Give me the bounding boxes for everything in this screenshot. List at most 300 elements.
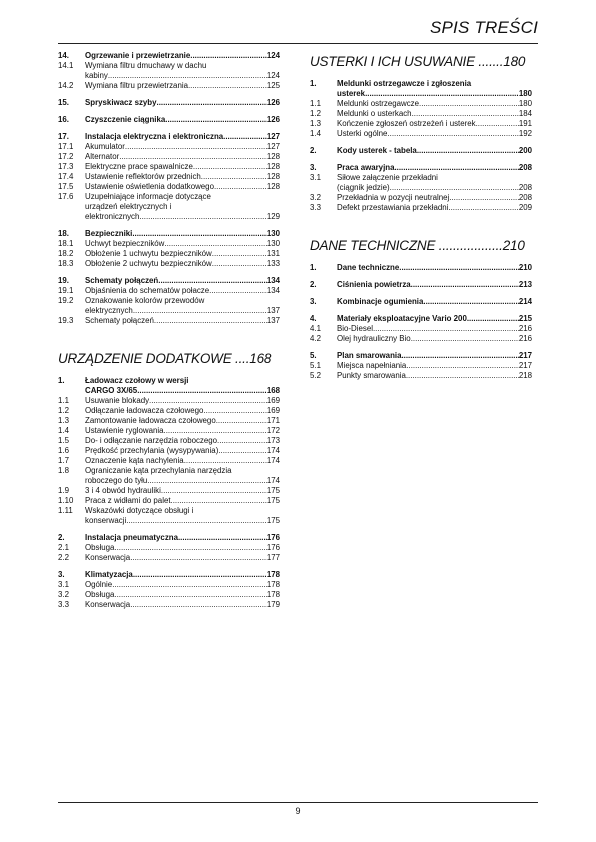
dot-leader bbox=[365, 89, 519, 99]
toc-entry-last-line bbox=[85, 446, 280, 456]
toc-entry-page: 126 bbox=[266, 98, 280, 107]
dot-leader bbox=[184, 456, 267, 466]
toc-entry-page: 180 bbox=[518, 99, 532, 108]
toc-chapter-entry[interactable] bbox=[310, 351, 532, 361]
dot-leader bbox=[188, 81, 267, 91]
toc-entry-text bbox=[85, 249, 280, 259]
toc-entry-title-line: Objaśnienia do schematów połacze bbox=[85, 286, 210, 295]
toc-entry-number: 2. bbox=[310, 280, 317, 289]
toc-subsection-entry[interactable] bbox=[58, 506, 280, 526]
toc-entry-number: 17.4 bbox=[58, 172, 74, 181]
toc-entry-title-line: Oznaczenie kąta nachylenia bbox=[85, 456, 184, 465]
toc-entry-last-line bbox=[85, 115, 280, 125]
toc-entry-page: 174 bbox=[266, 476, 280, 485]
toc-entry-page: 128 bbox=[266, 152, 280, 161]
toc-entry-title-line: Obłożenie 2 uchwytu bezpieczników bbox=[85, 259, 212, 268]
toc-entry-title-line: Instalacja pneumatyczna bbox=[85, 533, 178, 542]
toc-entry-text bbox=[85, 466, 280, 486]
toc-entry-title-line: Ograniczanie kąta przechylania narzędzia bbox=[85, 466, 232, 475]
toc-entry-last-line bbox=[85, 580, 280, 590]
dot-leader bbox=[193, 162, 267, 172]
toc-entry-title-line: Przekładnia w pozycji neutralnej bbox=[337, 193, 450, 202]
toc-subsection-entry[interactable] bbox=[58, 172, 280, 182]
dot-leader bbox=[214, 182, 267, 192]
toc-entry-page: 216 bbox=[518, 324, 532, 333]
toc-entry-title-line: Uchwyt bezpieczników bbox=[85, 239, 165, 248]
toc-entry-number: 17.2 bbox=[58, 152, 74, 161]
toc-subsection-entry[interactable] bbox=[310, 99, 532, 109]
toc-subsection-entry[interactable] bbox=[58, 61, 280, 81]
toc-entry-number: 1.2 bbox=[58, 406, 69, 415]
toc-chapter-entry[interactable] bbox=[58, 229, 280, 239]
dot-leader bbox=[171, 496, 267, 506]
toc-entry-page: 216 bbox=[518, 334, 532, 343]
toc-entry-text bbox=[85, 416, 280, 426]
toc-entry-number: 17.3 bbox=[58, 162, 74, 171]
toc-entry-number: 4. bbox=[310, 314, 317, 323]
toc-subsection-entry[interactable] bbox=[58, 590, 280, 600]
toc-subsection-entry[interactable] bbox=[58, 496, 280, 506]
toc-subsection-entry[interactable] bbox=[58, 192, 280, 222]
dot-leader bbox=[157, 98, 267, 108]
toc-entry-title-line: Konserwacja bbox=[85, 553, 131, 562]
toc-entry-number: 18. bbox=[58, 229, 69, 238]
toc-entry-last-line bbox=[85, 239, 280, 249]
toc-subsection-entry[interactable] bbox=[310, 129, 532, 139]
toc-entry-text bbox=[337, 163, 532, 173]
toc-subsection-entry[interactable] bbox=[310, 334, 532, 344]
toc-entry-title-line: elektrycznych bbox=[85, 306, 133, 315]
dot-leader bbox=[373, 324, 519, 334]
toc-chapter-entry[interactable] bbox=[310, 79, 532, 99]
toc-entry-number: 18.3 bbox=[58, 259, 74, 268]
toc-entry-title-line: Meldunki ostrzegawcze i zgłoszenia bbox=[337, 79, 472, 88]
dot-leader bbox=[165, 115, 267, 125]
toc-entry-last-line bbox=[337, 89, 532, 99]
dot-leader bbox=[401, 351, 518, 361]
toc-entry-text bbox=[85, 152, 280, 162]
toc-entry-last-line bbox=[337, 297, 532, 307]
toc-entry-number: 1.4 bbox=[310, 129, 321, 138]
dot-leader bbox=[399, 263, 519, 273]
toc-entry-page: 191 bbox=[518, 119, 532, 128]
toc-entry-text bbox=[337, 263, 532, 273]
toc-chapter-entry[interactable] bbox=[310, 314, 532, 324]
toc-entry-page: 173 bbox=[266, 436, 280, 445]
toc-entry-number: 1. bbox=[310, 79, 317, 88]
toc-subsection-entry[interactable] bbox=[58, 259, 280, 269]
toc-entry-page: 184 bbox=[518, 109, 532, 118]
toc-entry-last-line bbox=[85, 533, 280, 543]
toc-entry-text bbox=[85, 496, 280, 506]
toc-entry-number: 3.1 bbox=[310, 173, 321, 182]
toc-entry-text bbox=[85, 51, 280, 61]
toc-chapter-entry[interactable] bbox=[58, 570, 280, 580]
toc-entry-title-line: Schematy połączeń bbox=[85, 316, 154, 325]
toc-entry-page: 169 bbox=[266, 396, 280, 405]
dot-leader bbox=[218, 446, 267, 456]
toc-entry-page: 217 bbox=[518, 351, 532, 360]
toc-entry-text bbox=[337, 351, 532, 361]
toc-entry-number: 1.2 bbox=[310, 109, 321, 118]
toc-chapter-entry[interactable] bbox=[58, 276, 280, 286]
toc-entry-last-line bbox=[85, 406, 280, 416]
dot-leader bbox=[411, 334, 519, 344]
toc-entry-last-line bbox=[85, 172, 280, 182]
toc-entry-number: 14.2 bbox=[58, 81, 74, 90]
dot-leader bbox=[114, 543, 266, 553]
dot-leader bbox=[130, 553, 267, 563]
toc-entry-title-line: Do- i odłączanie narzędzia roboczego bbox=[85, 436, 218, 445]
toc-subsection-entry[interactable] bbox=[310, 203, 532, 213]
dot-leader bbox=[164, 239, 266, 249]
toc-entry-last-line bbox=[85, 229, 280, 239]
toc-entry-title-line: Defekt przestawiania przekładni bbox=[337, 203, 449, 212]
toc-entry-last-line bbox=[85, 182, 280, 192]
toc-entry-number: 19.2 bbox=[58, 296, 74, 305]
toc-entry-last-line bbox=[85, 132, 280, 142]
toc-entry-last-line bbox=[85, 212, 280, 222]
toc-entry-number: 2.2 bbox=[58, 553, 69, 562]
toc-entry-number: 5. bbox=[310, 351, 317, 360]
dot-leader bbox=[394, 163, 518, 173]
toc-entry-page: 175 bbox=[266, 486, 280, 495]
toc-entry-number: 14. bbox=[58, 51, 69, 60]
toc-entry-title-line: Wymiana filtru dmuchawy w dachu bbox=[85, 61, 207, 70]
dot-leader bbox=[217, 436, 267, 446]
toc-chapter-entry[interactable] bbox=[58, 51, 280, 61]
toc-entry-number: 17.5 bbox=[58, 182, 74, 191]
toc-entry-number: 3.3 bbox=[58, 600, 69, 609]
toc-entry-title-line: Kombinacje ogumienia bbox=[337, 297, 424, 306]
toc-subsection-entry[interactable] bbox=[58, 416, 280, 426]
toc-entry-number: 17.6 bbox=[58, 192, 74, 201]
toc-entry-number: 1.3 bbox=[58, 416, 69, 425]
toc-subsection-entry[interactable] bbox=[58, 553, 280, 563]
toc-subsection-entry[interactable] bbox=[310, 119, 532, 129]
dot-leader bbox=[161, 486, 267, 496]
toc-entry-number: 3. bbox=[310, 163, 317, 172]
toc-subsection-entry[interactable] bbox=[310, 193, 532, 203]
toc-entry-title-line: Alternator bbox=[85, 152, 120, 161]
toc-entry-page: 200 bbox=[518, 146, 532, 155]
toc-entry-page: 125 bbox=[266, 81, 280, 90]
toc-entry-number: 5.2 bbox=[310, 371, 321, 380]
toc-entry-last-line bbox=[85, 543, 280, 553]
toc-entry-title-line: Miejsca napełniania bbox=[337, 361, 407, 370]
toc-subsection-entry[interactable] bbox=[58, 486, 280, 496]
toc-entry-number: 19.1 bbox=[58, 286, 74, 295]
toc-entry-title-line: Wskazówki dotyczące obsługi i bbox=[85, 506, 194, 515]
toc-chapter-entry[interactable] bbox=[310, 146, 532, 156]
toc-subsection-entry[interactable] bbox=[310, 361, 532, 371]
toc-entry-text bbox=[337, 146, 532, 156]
toc-entry-page: 127 bbox=[266, 142, 280, 151]
toc-entry-text bbox=[85, 600, 280, 610]
page-title: SPIS TREŚCI bbox=[429, 18, 538, 37]
toc-entry-title-line: Wymiana filtru przewietrzania bbox=[85, 81, 188, 90]
toc-entry-number: 15. bbox=[58, 98, 69, 107]
toc-entry-last-line bbox=[85, 426, 280, 436]
toc-entry-page: 180 bbox=[518, 89, 532, 98]
toc-entry-title-line: Elektryczne prace spawalnicze bbox=[85, 162, 193, 171]
toc-entry-number: 1.6 bbox=[58, 446, 69, 455]
toc-entry-number: 1.4 bbox=[58, 426, 69, 435]
toc-entry-last-line bbox=[85, 316, 280, 326]
toc-entry-title-line: Kończenie zgłoszeń ostrzeżeń i usterek bbox=[337, 119, 476, 128]
toc-entry-text bbox=[85, 115, 280, 125]
toc-subsection-entry[interactable] bbox=[58, 182, 280, 192]
toc-entry-page: 175 bbox=[266, 516, 280, 525]
dot-leader bbox=[390, 183, 519, 193]
toc-subsection-entry[interactable] bbox=[58, 580, 280, 590]
toc-entry-page: 137 bbox=[266, 316, 280, 325]
toc-subsection-entry[interactable] bbox=[58, 436, 280, 446]
toc-subsection-entry[interactable] bbox=[58, 456, 280, 466]
footer-rule bbox=[58, 802, 538, 803]
toc-entry-title-line: Meldunki ostrzegawcze bbox=[337, 99, 420, 108]
toc-entry-last-line bbox=[337, 183, 532, 193]
toc-entry-number: 4.2 bbox=[310, 334, 321, 343]
toc-subsection-entry[interactable] bbox=[58, 81, 280, 91]
toc-entry-page: 176 bbox=[266, 543, 280, 552]
header-rule bbox=[58, 43, 538, 44]
dot-leader bbox=[411, 280, 519, 290]
toc-entry-title-line: Bio-Diesel bbox=[337, 324, 373, 333]
toc-entry-page: 127 bbox=[266, 132, 280, 141]
toc-entry-text bbox=[337, 129, 532, 139]
toc-entry-text bbox=[85, 286, 280, 296]
dot-leader bbox=[190, 51, 267, 61]
toc-entry-title-line: Ustawienie ryglowania bbox=[85, 426, 164, 435]
toc-entry-title-line: Prędkość przechylania (wysypywania) bbox=[85, 446, 219, 455]
toc-entry-text bbox=[85, 239, 280, 249]
toc-entry-last-line bbox=[337, 109, 532, 119]
toc-entry-last-line bbox=[85, 152, 280, 162]
dot-leader bbox=[119, 152, 267, 162]
toc-entry-page: 178 bbox=[266, 580, 280, 589]
toc-subsection-entry[interactable] bbox=[58, 316, 280, 326]
toc-entry-page: 137 bbox=[266, 306, 280, 315]
toc-left-column bbox=[58, 51, 280, 610]
toc-subsection-entry[interactable] bbox=[58, 249, 280, 259]
toc-entry-number: 2. bbox=[58, 533, 65, 542]
toc-entry-number: 1.9 bbox=[58, 486, 69, 495]
toc-entry-last-line bbox=[85, 142, 280, 152]
toc-subsection-entry[interactable] bbox=[310, 371, 532, 381]
toc-entry-text bbox=[85, 580, 280, 590]
toc-entry-last-line bbox=[85, 436, 280, 446]
toc-entry-page: 214 bbox=[518, 297, 532, 306]
toc-entry-text bbox=[85, 61, 280, 81]
toc-subsection-entry[interactable] bbox=[58, 600, 280, 610]
toc-entry-page: 175 bbox=[266, 496, 280, 505]
toc-entry-text bbox=[85, 296, 280, 316]
toc-entry-text bbox=[337, 297, 532, 307]
dot-leader bbox=[223, 132, 267, 142]
dot-leader bbox=[448, 203, 518, 213]
toc-entry-title-line: Ustawienie oświetlenia dodatkowego bbox=[85, 182, 214, 191]
toc-entry-last-line bbox=[337, 314, 532, 324]
toc-entry-title-line: Siłowe załączenie przekładni bbox=[337, 173, 438, 182]
dot-leader bbox=[164, 426, 267, 436]
toc-entry-last-line bbox=[337, 129, 532, 139]
dot-leader bbox=[216, 416, 267, 426]
dot-leader bbox=[132, 229, 266, 239]
toc-entry-number: 14.1 bbox=[58, 61, 74, 70]
toc-entry-page: 172 bbox=[266, 426, 280, 435]
toc-entry-title-line: Dane techniczne bbox=[337, 263, 400, 272]
toc-entry-number: 1.10 bbox=[58, 496, 74, 505]
toc-entry-last-line bbox=[85, 306, 280, 316]
toc-entry-page: 215 bbox=[518, 314, 532, 323]
toc-entry-text bbox=[85, 446, 280, 456]
toc-entry-last-line bbox=[337, 371, 532, 381]
toc-entry-number: 19.3 bbox=[58, 316, 74, 325]
toc-chapter-entry[interactable] bbox=[58, 376, 280, 396]
toc-entry-text bbox=[85, 376, 280, 396]
toc-entry-number: 1. bbox=[310, 263, 317, 272]
toc-entry-text bbox=[337, 371, 532, 381]
toc-chapter-entry[interactable] bbox=[58, 533, 280, 543]
toc-entry-number: 18.1 bbox=[58, 239, 74, 248]
toc-subsection-entry[interactable] bbox=[58, 142, 280, 152]
toc-entry-number: 1.5 bbox=[58, 436, 69, 445]
toc-subsection-entry[interactable] bbox=[58, 296, 280, 316]
toc-entry-text bbox=[337, 79, 532, 99]
toc-subsection-entry[interactable] bbox=[310, 324, 532, 334]
toc-entry-number: 3.3 bbox=[310, 203, 321, 212]
toc-entry-page: 124 bbox=[266, 71, 280, 80]
toc-entry-text bbox=[85, 436, 280, 446]
toc-subsection-entry[interactable] bbox=[58, 239, 280, 249]
toc-entry-text bbox=[337, 99, 532, 109]
toc-entry-number: 3.2 bbox=[310, 193, 321, 202]
toc-entry-title-line: Ogólnie bbox=[85, 580, 113, 589]
toc-entry-text bbox=[337, 119, 532, 129]
toc-entry-text bbox=[85, 276, 280, 286]
dot-leader bbox=[149, 396, 267, 406]
toc-entry-text bbox=[337, 173, 532, 193]
toc-chapter-entry[interactable] bbox=[58, 132, 280, 142]
toc-entry-text bbox=[85, 98, 280, 108]
toc-subsection-entry[interactable] bbox=[58, 466, 280, 486]
toc-chapter-entry[interactable] bbox=[310, 163, 532, 173]
toc-entry-page: 176 bbox=[266, 533, 280, 542]
dot-leader bbox=[112, 580, 267, 590]
dot-leader bbox=[419, 99, 519, 109]
toc-subsection-entry[interactable] bbox=[58, 543, 280, 553]
toc-chapter-entry[interactable] bbox=[310, 263, 532, 273]
toc-entry-page: 208 bbox=[518, 193, 532, 202]
toc-entry-last-line bbox=[85, 249, 280, 259]
toc-entry-last-line bbox=[337, 163, 532, 173]
dot-leader bbox=[158, 276, 267, 286]
toc-entry-number: 3. bbox=[58, 570, 65, 579]
toc-entry-last-line bbox=[337, 324, 532, 334]
toc-entry-last-line bbox=[337, 193, 532, 203]
toc-entry-last-line bbox=[85, 476, 280, 486]
toc-entry-text bbox=[85, 229, 280, 239]
dot-leader bbox=[130, 600, 267, 610]
page-number: 9 bbox=[295, 806, 301, 816]
toc-entry-page: 171 bbox=[266, 416, 280, 425]
toc-entry-text bbox=[85, 132, 280, 142]
toc-entry-text bbox=[85, 396, 280, 406]
toc-entry-number: 18.2 bbox=[58, 249, 74, 258]
section-heading: URZĄDZENIE DODATKOWE ....168 bbox=[58, 351, 272, 366]
toc-entry-page: 168 bbox=[266, 386, 280, 395]
toc-chapter-entry[interactable] bbox=[310, 280, 532, 290]
toc-entry-last-line bbox=[337, 361, 532, 371]
toc-entry-page: 217 bbox=[518, 361, 532, 370]
toc-entry-last-line bbox=[85, 98, 280, 108]
toc-entry-title-line: Czyszczenie ciągnika bbox=[85, 115, 166, 124]
toc-subsection-entry[interactable] bbox=[58, 446, 280, 456]
toc-entry-last-line bbox=[85, 416, 280, 426]
toc-entry-title-line: Meldunki o usterkach bbox=[337, 109, 412, 118]
toc-subsection-entry[interactable] bbox=[58, 396, 280, 406]
toc-entry-title-line: Praca awaryjna bbox=[337, 163, 395, 172]
dot-leader bbox=[139, 212, 266, 222]
dot-leader bbox=[423, 297, 518, 307]
toc-entry-page: 129 bbox=[266, 212, 280, 221]
toc-entry-page: 218 bbox=[518, 371, 532, 380]
toc-entry-title-line: Instalacja elektryczna i elektroniczna bbox=[85, 132, 224, 141]
dot-leader bbox=[212, 259, 267, 269]
toc-entry-text bbox=[337, 334, 532, 344]
toc-chapter-entry[interactable] bbox=[58, 98, 280, 108]
toc-entry-title-line: Obłożenie 1 uchwytu bezpieczników bbox=[85, 249, 212, 258]
toc-entry-last-line bbox=[85, 600, 280, 610]
dot-leader bbox=[126, 516, 267, 526]
toc-entry-page: 126 bbox=[266, 115, 280, 124]
toc-entry-title-line: Akumulator bbox=[85, 142, 125, 151]
toc-entry-title-line: Oznakowanie kolorów przewodów bbox=[85, 296, 205, 305]
toc-entry-text bbox=[85, 162, 280, 172]
toc-subsection-entry[interactable] bbox=[58, 426, 280, 436]
toc-entry-title-line: Praca z widłami do palet bbox=[85, 496, 171, 505]
dot-leader bbox=[209, 286, 267, 296]
toc-entry-text bbox=[337, 280, 532, 290]
toc-entry-title-line: Obsługa bbox=[85, 543, 115, 552]
toc-chapter-entry[interactable] bbox=[310, 297, 532, 307]
toc-entry-number: 2.1 bbox=[58, 543, 69, 552]
dot-leader bbox=[412, 109, 519, 119]
toc-entry-text bbox=[85, 81, 280, 91]
toc-entry-text bbox=[85, 486, 280, 496]
toc-entry-last-line bbox=[337, 99, 532, 109]
dot-leader bbox=[125, 142, 267, 152]
toc-subsection-entry[interactable] bbox=[58, 286, 280, 296]
toc-entry-text bbox=[337, 324, 532, 334]
toc-subsection-entry[interactable] bbox=[58, 406, 280, 416]
toc-entry-page: 208 bbox=[518, 163, 532, 172]
toc-entry-number: 3.2 bbox=[58, 590, 69, 599]
toc-entry-number: 1.1 bbox=[310, 99, 321, 108]
toc-entry-page: 133 bbox=[266, 259, 280, 268]
toc-subsection-entry[interactable] bbox=[310, 109, 532, 119]
toc-entry-text bbox=[85, 590, 280, 600]
toc-entry-page: 213 bbox=[518, 280, 532, 289]
toc-subsection-entry[interactable] bbox=[58, 152, 280, 162]
toc-subsection-entry[interactable] bbox=[310, 173, 532, 193]
toc-entry-page: 178 bbox=[266, 570, 280, 579]
toc-subsection-entry[interactable] bbox=[58, 162, 280, 172]
toc-entry-title-line: Kody usterek - tabela bbox=[337, 146, 417, 155]
toc-entry-number: 17.1 bbox=[58, 142, 74, 151]
toc-chapter-entry[interactable] bbox=[58, 115, 280, 125]
